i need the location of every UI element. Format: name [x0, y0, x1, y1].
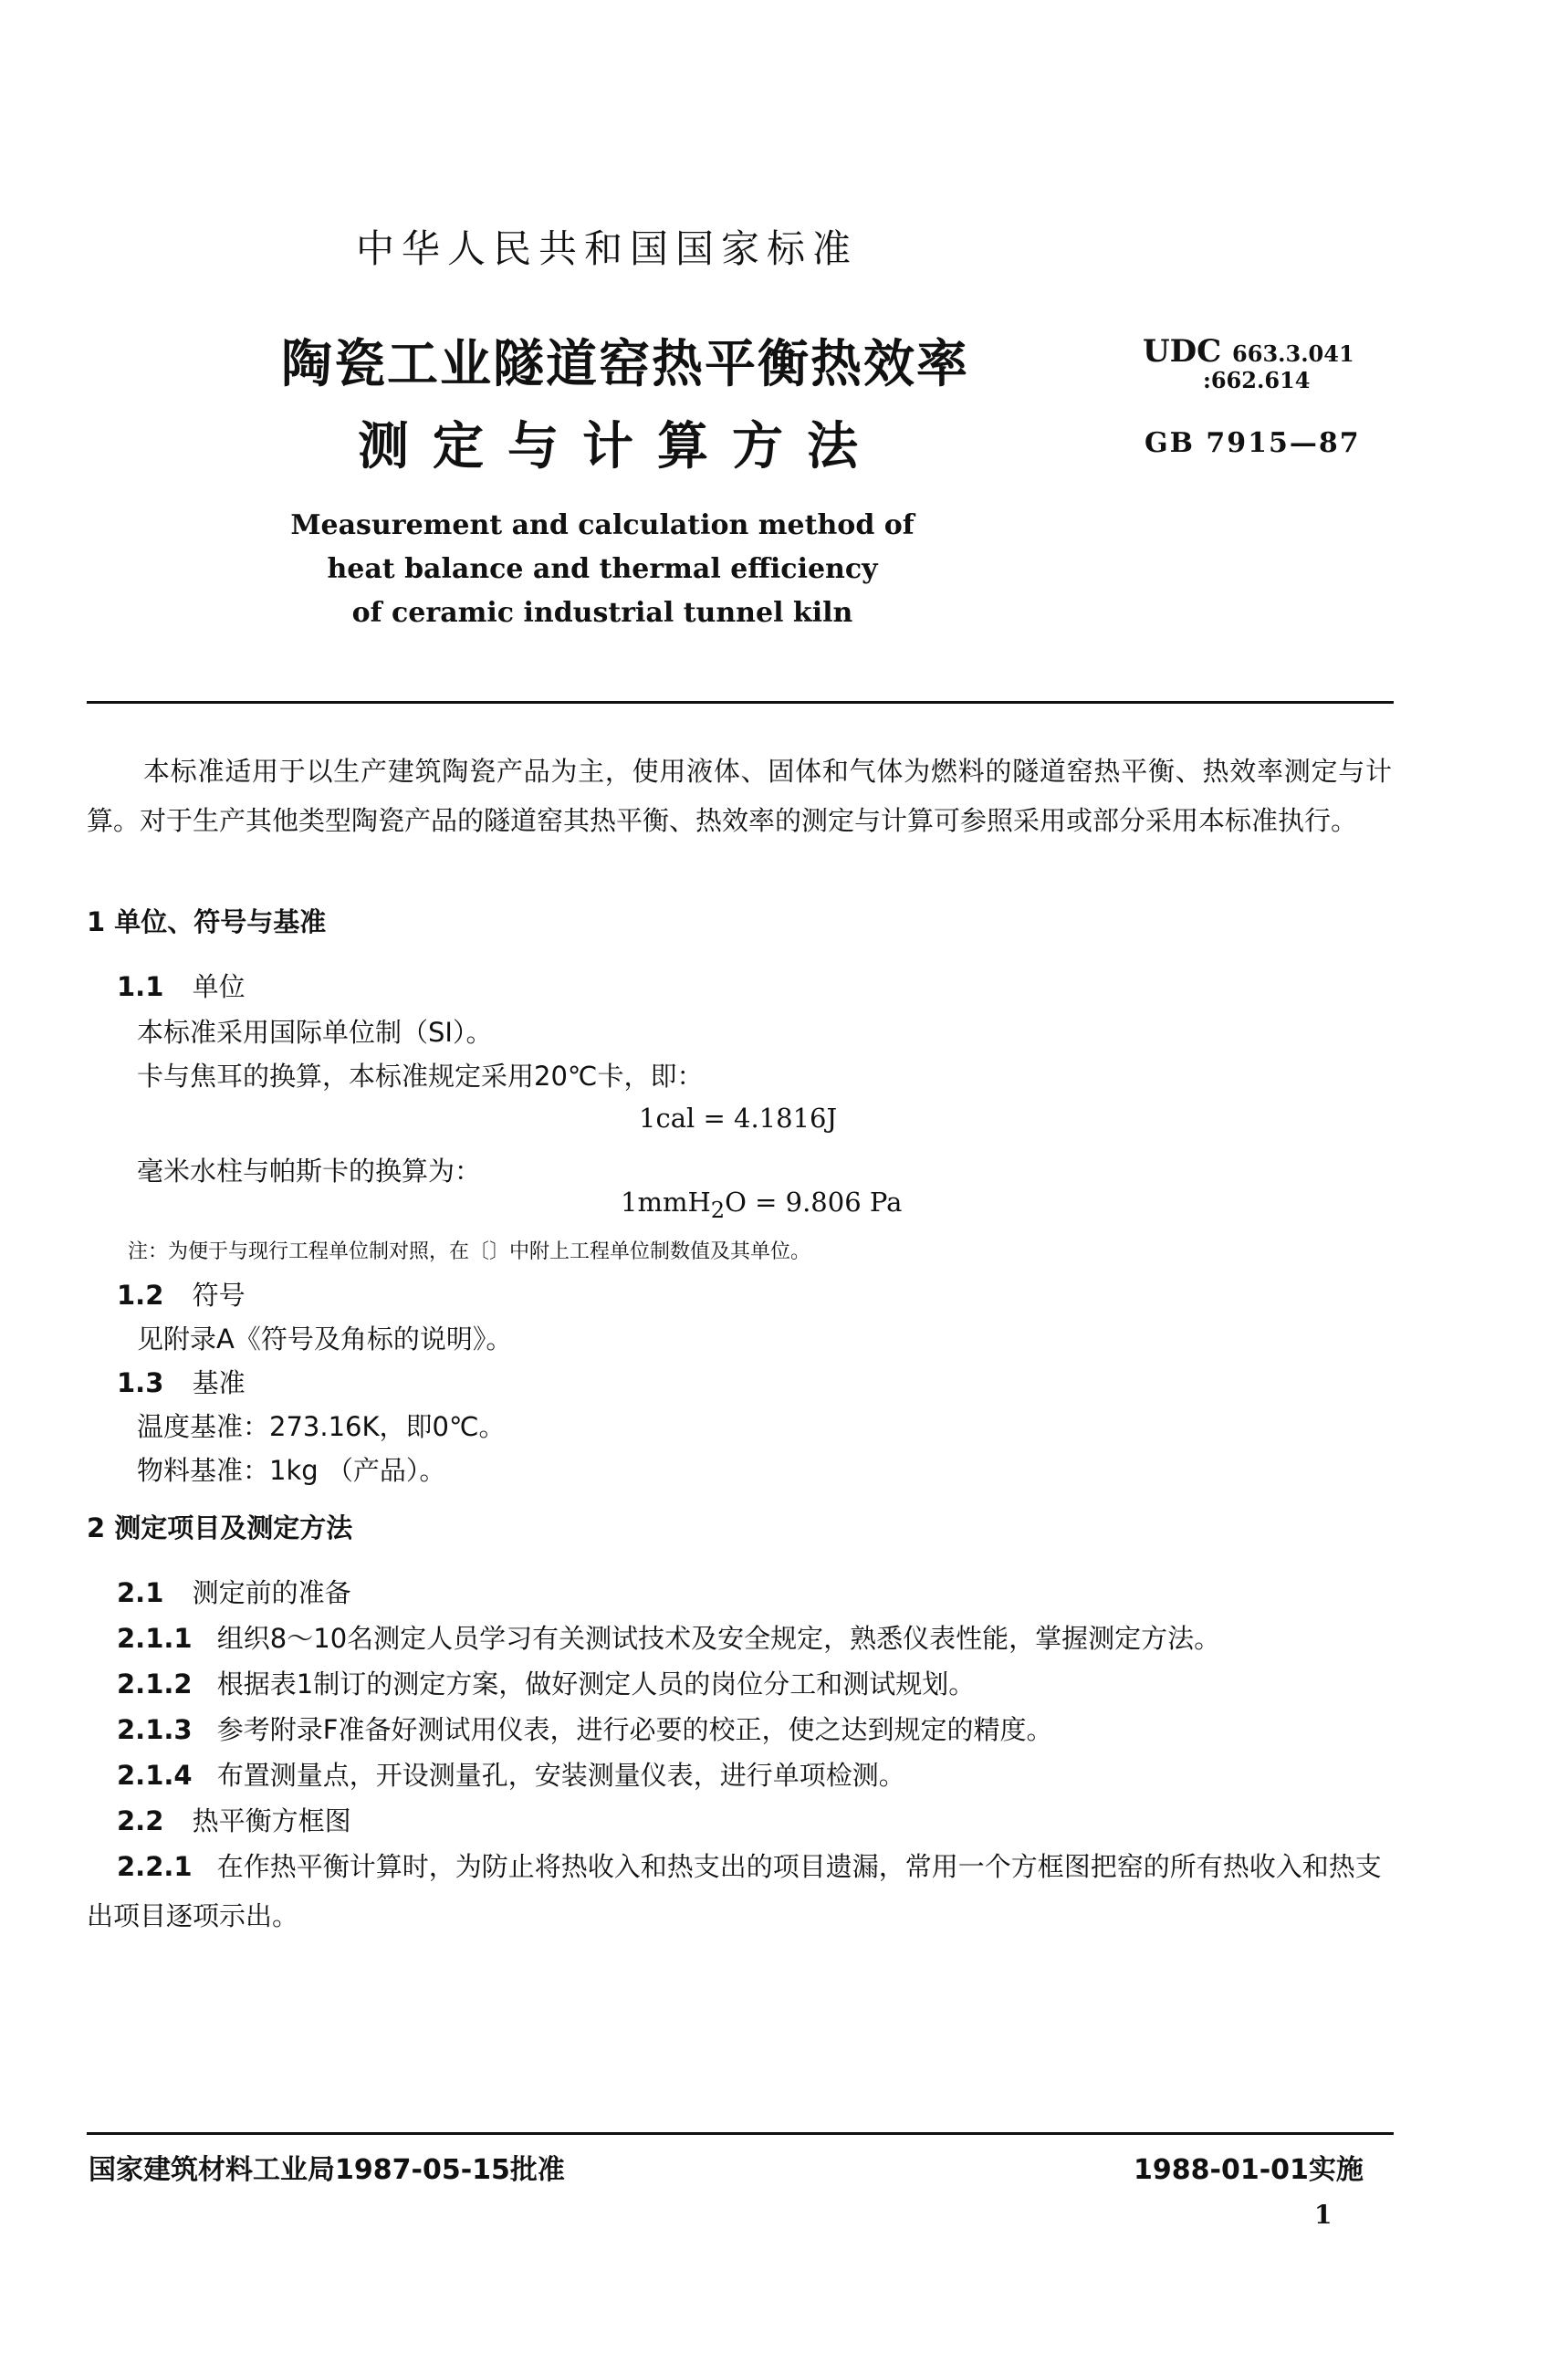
title-en-line2: heat balance and thermal efficiency	[327, 553, 878, 585]
item-num: 2.1.2	[117, 1668, 193, 1700]
page-number: 1	[1314, 2200, 1333, 2230]
s2-2-1-paragraph	[87, 1842, 1392, 1940]
s1-3-title: 基准	[192, 1367, 246, 1398]
s1-1-line2: 卡与焦耳的换算，本标准规定采用20℃卡，即：	[137, 1061, 704, 1092]
s1-1-title: 单位	[192, 971, 246, 1002]
footer-divider	[87, 2132, 1394, 2135]
formula-mmh2o	[621, 1187, 902, 1223]
s2-1-num: 2.1	[117, 1577, 164, 1608]
section1-heading: 1 单位、符号与基准	[87, 906, 327, 937]
udc-code2: :662.614	[1203, 367, 1311, 393]
s1-3-line1: 温度基准：273.16K，即0℃。	[137, 1411, 506, 1442]
item-num: 2.1.4	[117, 1760, 193, 1791]
list-item	[117, 1614, 1220, 1663]
formula-mmh2o-post: O = 9.806 Pa	[725, 1187, 903, 1218]
formula-cal: 1cal = 4.1816J	[639, 1103, 838, 1134]
s1-1-line3: 毫米水柱与帕斯卡的换算为：	[137, 1156, 482, 1187]
title-en-line3: of ceramic industrial tunnel kiln	[351, 597, 853, 629]
s1-1-num: 1.1	[117, 971, 164, 1002]
title-en-line1: Measurement and calculation method of	[290, 509, 915, 541]
list-item	[117, 1751, 905, 1800]
s1-1-line1: 本标准采用国际单位制（SI）。	[137, 1017, 493, 1048]
s2-2-num: 2.2	[117, 1805, 164, 1836]
s2-2-heading	[117, 1796, 351, 1846]
s2-2-title: 热平衡方框图	[192, 1805, 351, 1836]
approval-date: 国家建筑材料工业局1987-05-15批准	[89, 2154, 565, 2186]
unit-note: 注：为便于与现行工程单位制对照，在〔〕中附上工程单位制数值及其单位。	[128, 1240, 811, 1263]
item-text: 组织8～10名测定人员学习有关测试技术及安全规定，熟悉仪表性能，掌握测定方法。	[216, 1623, 1221, 1654]
s2-2-1-num: 2.2.1	[117, 1851, 193, 1882]
formula-mmh2o-pre: 1mmH	[621, 1187, 711, 1218]
formula-mmh2o-sub: 2	[710, 1197, 726, 1223]
item-text: 布置测量点，开设测量孔，安装测量仪表，进行单项检测。	[216, 1760, 905, 1791]
s1-2-line1: 见附录A《符号及角标的说明》。	[137, 1323, 513, 1355]
s1-1-heading	[117, 962, 246, 1011]
list-item	[117, 1659, 975, 1709]
s2-2-1-text: 在作热平衡计算时，为防止将热收入和热支出的项目遗漏，常用一个方框图把窑的所有热收入和热支出项目逐项示出。	[87, 1851, 1382, 1931]
intro-paragraph: 本标准适用于以生产建筑陶瓷产品为主，使用液体、固体和气体为燃料的隧道窑热平衡、热效率测定与计算。对于生产其他类型陶瓷产品的隧道窑其热平衡、热效率的测定与计算可参照采用或部分采用本标准执行。	[87, 756, 1392, 836]
udc-block	[1143, 333, 1354, 370]
item-num: 2.1.1	[117, 1623, 193, 1654]
s1-2-num: 1.2	[117, 1280, 164, 1311]
s1-3-num: 1.3	[117, 1367, 164, 1398]
list-item	[117, 1705, 1052, 1754]
gb-number: GB 7915—87	[1145, 427, 1361, 459]
s1-3-heading	[117, 1358, 246, 1407]
header-divider	[87, 701, 1394, 704]
item-text: 参考附录F准备好测试用仪表，进行必要的校正，使之达到规定的精度。	[216, 1714, 1053, 1745]
s1-2-heading	[117, 1271, 246, 1320]
s1-3-line2: 物料基准：1kg （产品）。	[137, 1455, 446, 1486]
udc-label: UDC	[1143, 333, 1222, 370]
item-text: 根据表1制订的测定方案，做好测定人员的岗位分工和测试规划。	[216, 1668, 976, 1700]
item-num: 2.1.3	[117, 1714, 193, 1745]
section2-heading: 2 测定项目及测定方法	[87, 1512, 353, 1543]
s1-2-title: 符号	[192, 1280, 246, 1311]
title-cn-line2: 测定与计算方法	[358, 417, 882, 476]
national-standard-label: 中华人民共和国国家标准	[356, 226, 859, 271]
s2-1-title: 测定前的准备	[192, 1577, 351, 1608]
udc-code1: 663.3.041	[1232, 340, 1354, 367]
s2-1-heading	[117, 1568, 351, 1617]
effective-date: 1988-01-01实施	[1134, 2154, 1364, 2186]
title-cn-line1: 陶瓷工业隧道窑热平衡热效率	[281, 335, 969, 394]
